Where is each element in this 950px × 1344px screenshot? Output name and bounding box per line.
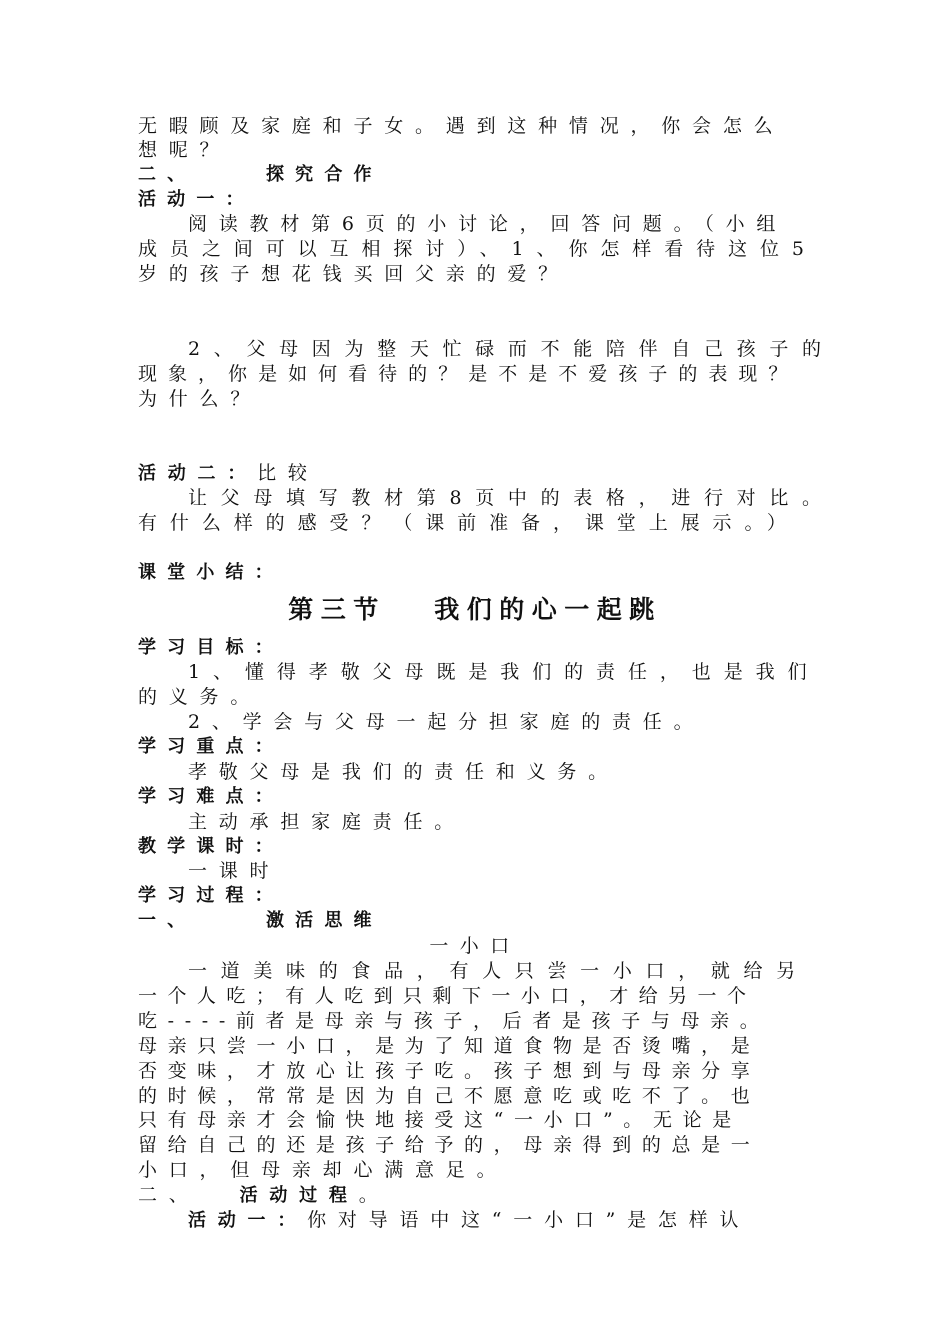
text-line: 的义务。	[138, 686, 262, 708]
text-line: 一课时	[188, 860, 281, 882]
text-line: 想呢？	[138, 139, 231, 161]
story-title: 一小口	[429, 935, 521, 957]
text-line: 无暇顾及家庭和子女。遇到这种情况，你会怎么	[138, 115, 785, 137]
section-heading: 二、 探究合作	[138, 164, 383, 185]
heading-title: 活动过程	[239, 1185, 359, 1206]
section-heading: 一、 激活思维	[138, 910, 383, 931]
text-line: 有什么样的感受？（课前准备，课堂上展示。）	[138, 512, 799, 534]
activity-line	[188, 1208, 888, 1233]
process-heading	[138, 1183, 838, 1208]
heading-number: 二、	[138, 1184, 200, 1206]
text-line: 2、学会与父母一起分担家庭的责任。	[188, 711, 705, 733]
key-label: 学习重点：	[138, 736, 284, 757]
activity-label: 活动一：	[188, 1210, 308, 1231]
activity-title: 比较	[257, 462, 319, 484]
story-line: 的时候，常常是因为自己不愿意吃或吃不了。也	[138, 1085, 761, 1107]
summary-label: 课堂小结：	[138, 562, 284, 583]
hours-label: 教学课时：	[138, 836, 284, 857]
text-line: 2、父母因为整天忙碌而不能陪伴自己孩子的	[188, 338, 835, 360]
story-line: 母亲只尝一小口，是为了知道食物是否烫嘴，是	[138, 1035, 761, 1057]
text-line: 1、懂得孝敬父母既是我们的责任，也是我们	[188, 661, 820, 683]
text-line: 让父母填写教材第8页中的表格，进行对比。	[188, 487, 835, 509]
story-line: 一道美味的食品，有人只尝一小口，就给另	[188, 960, 809, 982]
activity-label: 活动二：	[138, 463, 258, 484]
story-line: 只有母亲才会愉快地接受这“一小口”。无论是	[138, 1109, 742, 1131]
difficulty-label: 学习难点：	[138, 786, 284, 807]
activity-label: 活动一：	[138, 189, 255, 210]
story-line: 小口，但母亲却心满意足。	[138, 1159, 508, 1181]
text-line: 阅读教材第6页的小讨论，回答问题。（小组	[188, 213, 788, 235]
text-line: 岁的孩子想花钱买回父亲的爱？	[138, 263, 569, 285]
goals-label: 学习目标：	[138, 637, 284, 658]
story-line: 一个人吃；有人吃到只剩下一小口，才给另一个	[138, 985, 757, 1007]
activity-line	[138, 461, 838, 486]
text-line: 主动承担家庭责任。	[188, 811, 466, 833]
text-line: 为什么？	[138, 388, 262, 410]
text-line: 现象，你是如何看待的？是不是不爱孩子的表现？	[138, 363, 799, 385]
story-line: 吃----前者是母亲与孩子，后者是孩子与母亲。	[138, 1010, 770, 1032]
story-line: 留给自己的还是孩子给予的，母亲得到的总是一	[138, 1134, 761, 1156]
text-line: 你对导语中这“一小口”是怎样认	[307, 1209, 751, 1231]
process-label: 学习过程：	[138, 885, 284, 906]
text-line: 孝敬父母是我们的责任和义务。	[188, 761, 619, 783]
text-line: 成员之间可以互相探讨）、1、你怎样看待这位5	[138, 238, 817, 260]
heading-period: 。	[358, 1184, 390, 1206]
section-title: 第三节 我们的心一起跳	[288, 595, 662, 624]
story-line: 否变味，才放心让孩子吃。孩子想到与母亲分享	[138, 1060, 761, 1082]
